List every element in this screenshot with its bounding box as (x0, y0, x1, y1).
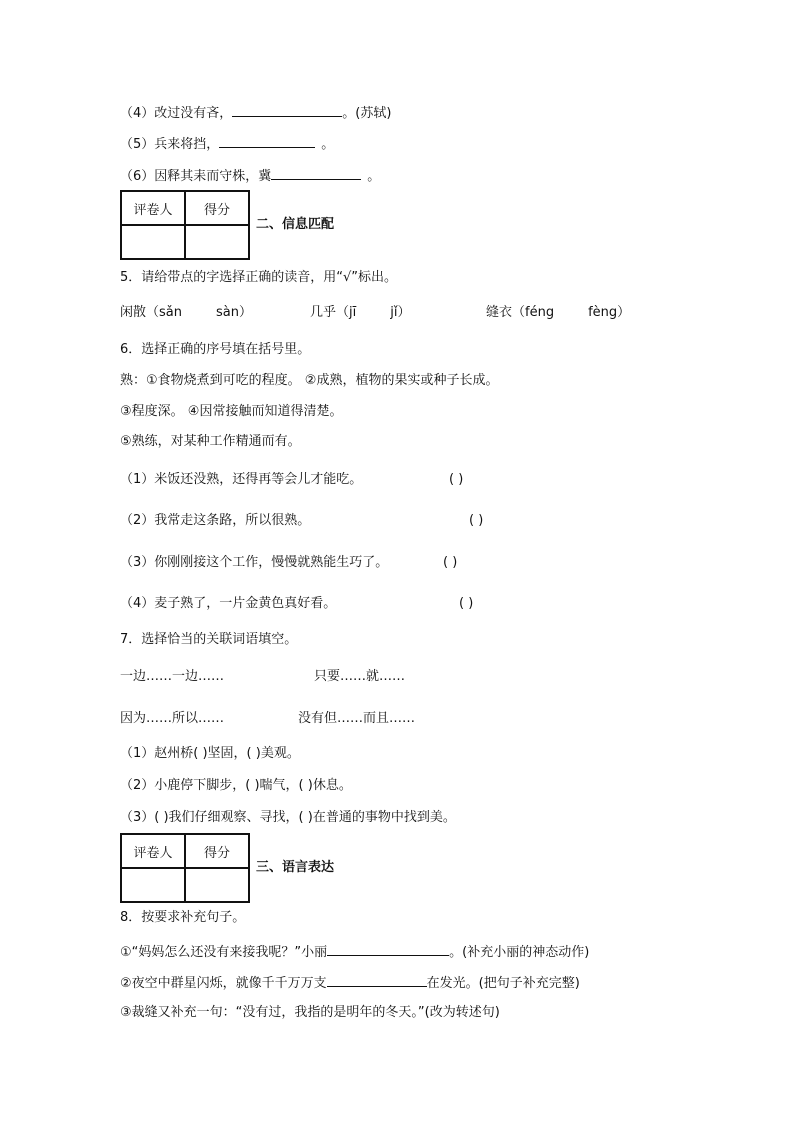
question-6-item: （4）麦子熟了，一片金黄色真好看。 (120, 596, 337, 611)
question-5-prompt: 5．请给带点的字选择正确的读音，用“√”标出。 (120, 270, 398, 285)
question-7-item: （1）赵州桥( )坚固，( )美观。 (120, 746, 300, 761)
section-title: 二、信息匹配 (256, 217, 335, 232)
conjunction-option: 一边……一边…… (120, 669, 225, 684)
poem-line-6: （6）因释其耒而守株，冀 。 (120, 165, 380, 187)
question-6-prompt: 6．选择正确的序号填在括号里。 (120, 342, 311, 357)
definition-line: ⑤熟练，对某种工作精通而有。 (120, 434, 301, 449)
question-8-prompt: 8．按要求补充句子。 (120, 910, 246, 925)
question-7-item: （3）( )我们仔细观察、寻找，( )在普通的事物中找到美。 (120, 810, 456, 825)
conjunction-option: 只要……就…… (314, 669, 406, 684)
pinyin-option: 闲散（sǎn sàn） (120, 305, 252, 320)
answer-paren[interactable]: ( ) (449, 472, 464, 487)
answer-paren[interactable]: ( ) (459, 596, 474, 611)
poem-line-5: （5）兵来将挡， 。 (120, 133, 334, 155)
score-table (120, 833, 250, 903)
question-6-item: （3）你刚刚接这个工作，慢慢就熟能生巧了。 (120, 555, 389, 570)
pinyin-option: 几乎（jī jǐ） (310, 305, 411, 320)
answer-blank[interactable] (271, 165, 361, 180)
score-cell[interactable] (185, 868, 249, 902)
question-7-prompt: 7．选择恰当的关联词语填空。 (120, 632, 298, 647)
answer-blank[interactable] (219, 133, 315, 148)
score-header: 得分 (185, 191, 249, 225)
answer-blank[interactable] (327, 941, 449, 956)
question-7-item: （2）小鹿停下脚步，( )喘气，( )休息。 (120, 778, 352, 793)
score-cell[interactable] (185, 225, 249, 259)
reviewer-cell[interactable] (121, 868, 185, 902)
question-8-item: ③裁缝又补充一句：“没有过，我指的是明年的冬天。”(改为转述句) (120, 1005, 500, 1020)
definition-line: 熟：①食物烧煮到可吃的程度。 ②成熟，植物的果实或种子长成。 (120, 373, 499, 388)
answer-blank[interactable] (232, 102, 342, 117)
answer-paren[interactable]: ( ) (443, 555, 458, 570)
reviewer-cell[interactable] (121, 225, 185, 259)
answer-paren[interactable]: ( ) (469, 513, 484, 528)
score-table (120, 190, 250, 260)
question-8-item: ①“妈妈怎么还没有来接我呢？”小丽 。(补充小丽的神态动作) (120, 941, 589, 963)
score-header: 得分 (185, 834, 249, 868)
question-6-item: （2）我常走这条路，所以很熟。 (120, 513, 311, 528)
reviewer-header: 评卷人 (121, 834, 185, 868)
reviewer-header: 评卷人 (121, 191, 185, 225)
conjunction-option: 没有但……而且…… (298, 711, 416, 726)
question-8-item: ②夜空中群星闪烁，就像千千万万支 在发光。(把句子补充完整) (120, 972, 580, 994)
section-title: 三、语言表达 (256, 860, 335, 875)
conjunction-option: 因为……所以…… (120, 711, 225, 726)
question-6-item: （1）米饭还没熟，还得再等会儿才能吃。 (120, 472, 363, 487)
definition-line: ③程度深。 ④因常接触而知道得清楚。 (120, 404, 343, 419)
pinyin-option: 缝衣（féng fèng） (486, 305, 631, 320)
answer-blank[interactable] (327, 972, 427, 987)
poem-line-4: （4）改过没有吝， 。(苏轼) (120, 102, 391, 124)
